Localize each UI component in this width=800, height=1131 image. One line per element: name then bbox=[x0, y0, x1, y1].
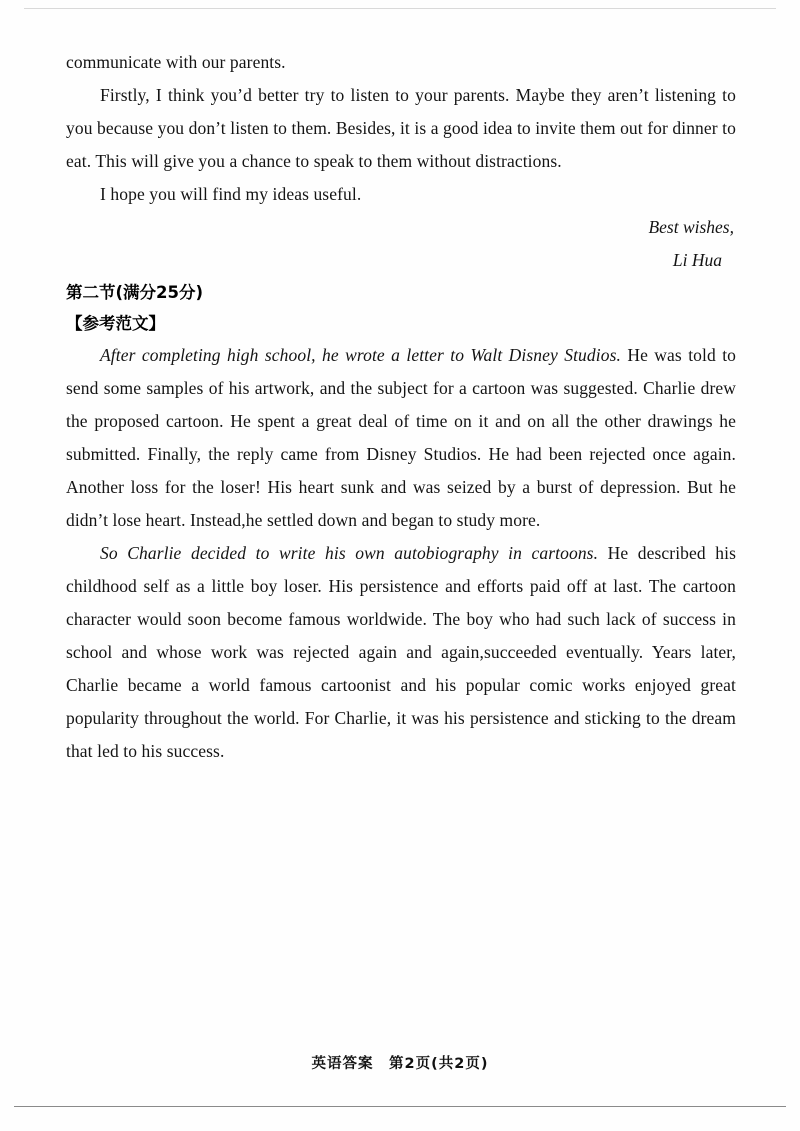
bottom-divider bbox=[14, 1106, 786, 1107]
essay-paragraph-2-body: He described his childhood self as a little boy loser. His persistence and efforts paid off at last. The cartoon character would soon become famous worldwide. The boy who had such lack of success in school and whose work was rejected again and again,succeeded eventually. Years later, Charlie became a world famous cartoonist and his popular comic works enjoyed great popularity throughout the world. For Charlie, it was his persistence and sticking to the dream that led to his success. bbox=[66, 543, 736, 761]
essay-paragraph-1-body: He was told to send some samples of his artwork, and the subject for a cartoon was suggested. Charlie drew the proposed cartoon. He spent a great deal of time on it and on all the other drawings he submitted. Finally, the reply came from Disney Studios. He had been rejected once again. Another loss for the loser! His heart sunk and was seized by a burst of depression. But he didn’t lose heart. Instead,he settled down and began to study more. bbox=[66, 345, 737, 530]
page-content bbox=[66, 46, 736, 768]
letter-closing: Best wishes, bbox=[648, 217, 734, 237]
page-footer: 英语答案 第2页(共2页) bbox=[311, 1056, 489, 1072]
model-essay-label: 【参考范文】 bbox=[66, 314, 165, 333]
top-divider bbox=[24, 8, 776, 9]
section-heading: 第二节(满分25分) bbox=[66, 283, 204, 302]
essay-paragraph-2-lead: So Charlie decided to write his own autobiography in cartoons. bbox=[100, 543, 599, 563]
essay-paragraph-1 bbox=[66, 339, 736, 537]
letter-signature: Li Hua bbox=[672, 250, 722, 270]
essay-paragraph-2 bbox=[66, 537, 736, 768]
letter-continuation-line: communicate with our parents. bbox=[66, 52, 286, 72]
letter-paragraph-1: Firstly, I think you’d better try to listen to your parents. Maybe they aren’t listening to you because you don’t listen to them. Besides, it is a good idea to invite them out for dinner to eat. This will give you a chance to speak to them without distractions. bbox=[66, 85, 736, 171]
letter-paragraph-2: I hope you will find my ideas useful. bbox=[100, 184, 362, 204]
essay-paragraph-1-lead: After completing high school, he wrote a letter to Walt Disney Studios. bbox=[100, 345, 621, 365]
